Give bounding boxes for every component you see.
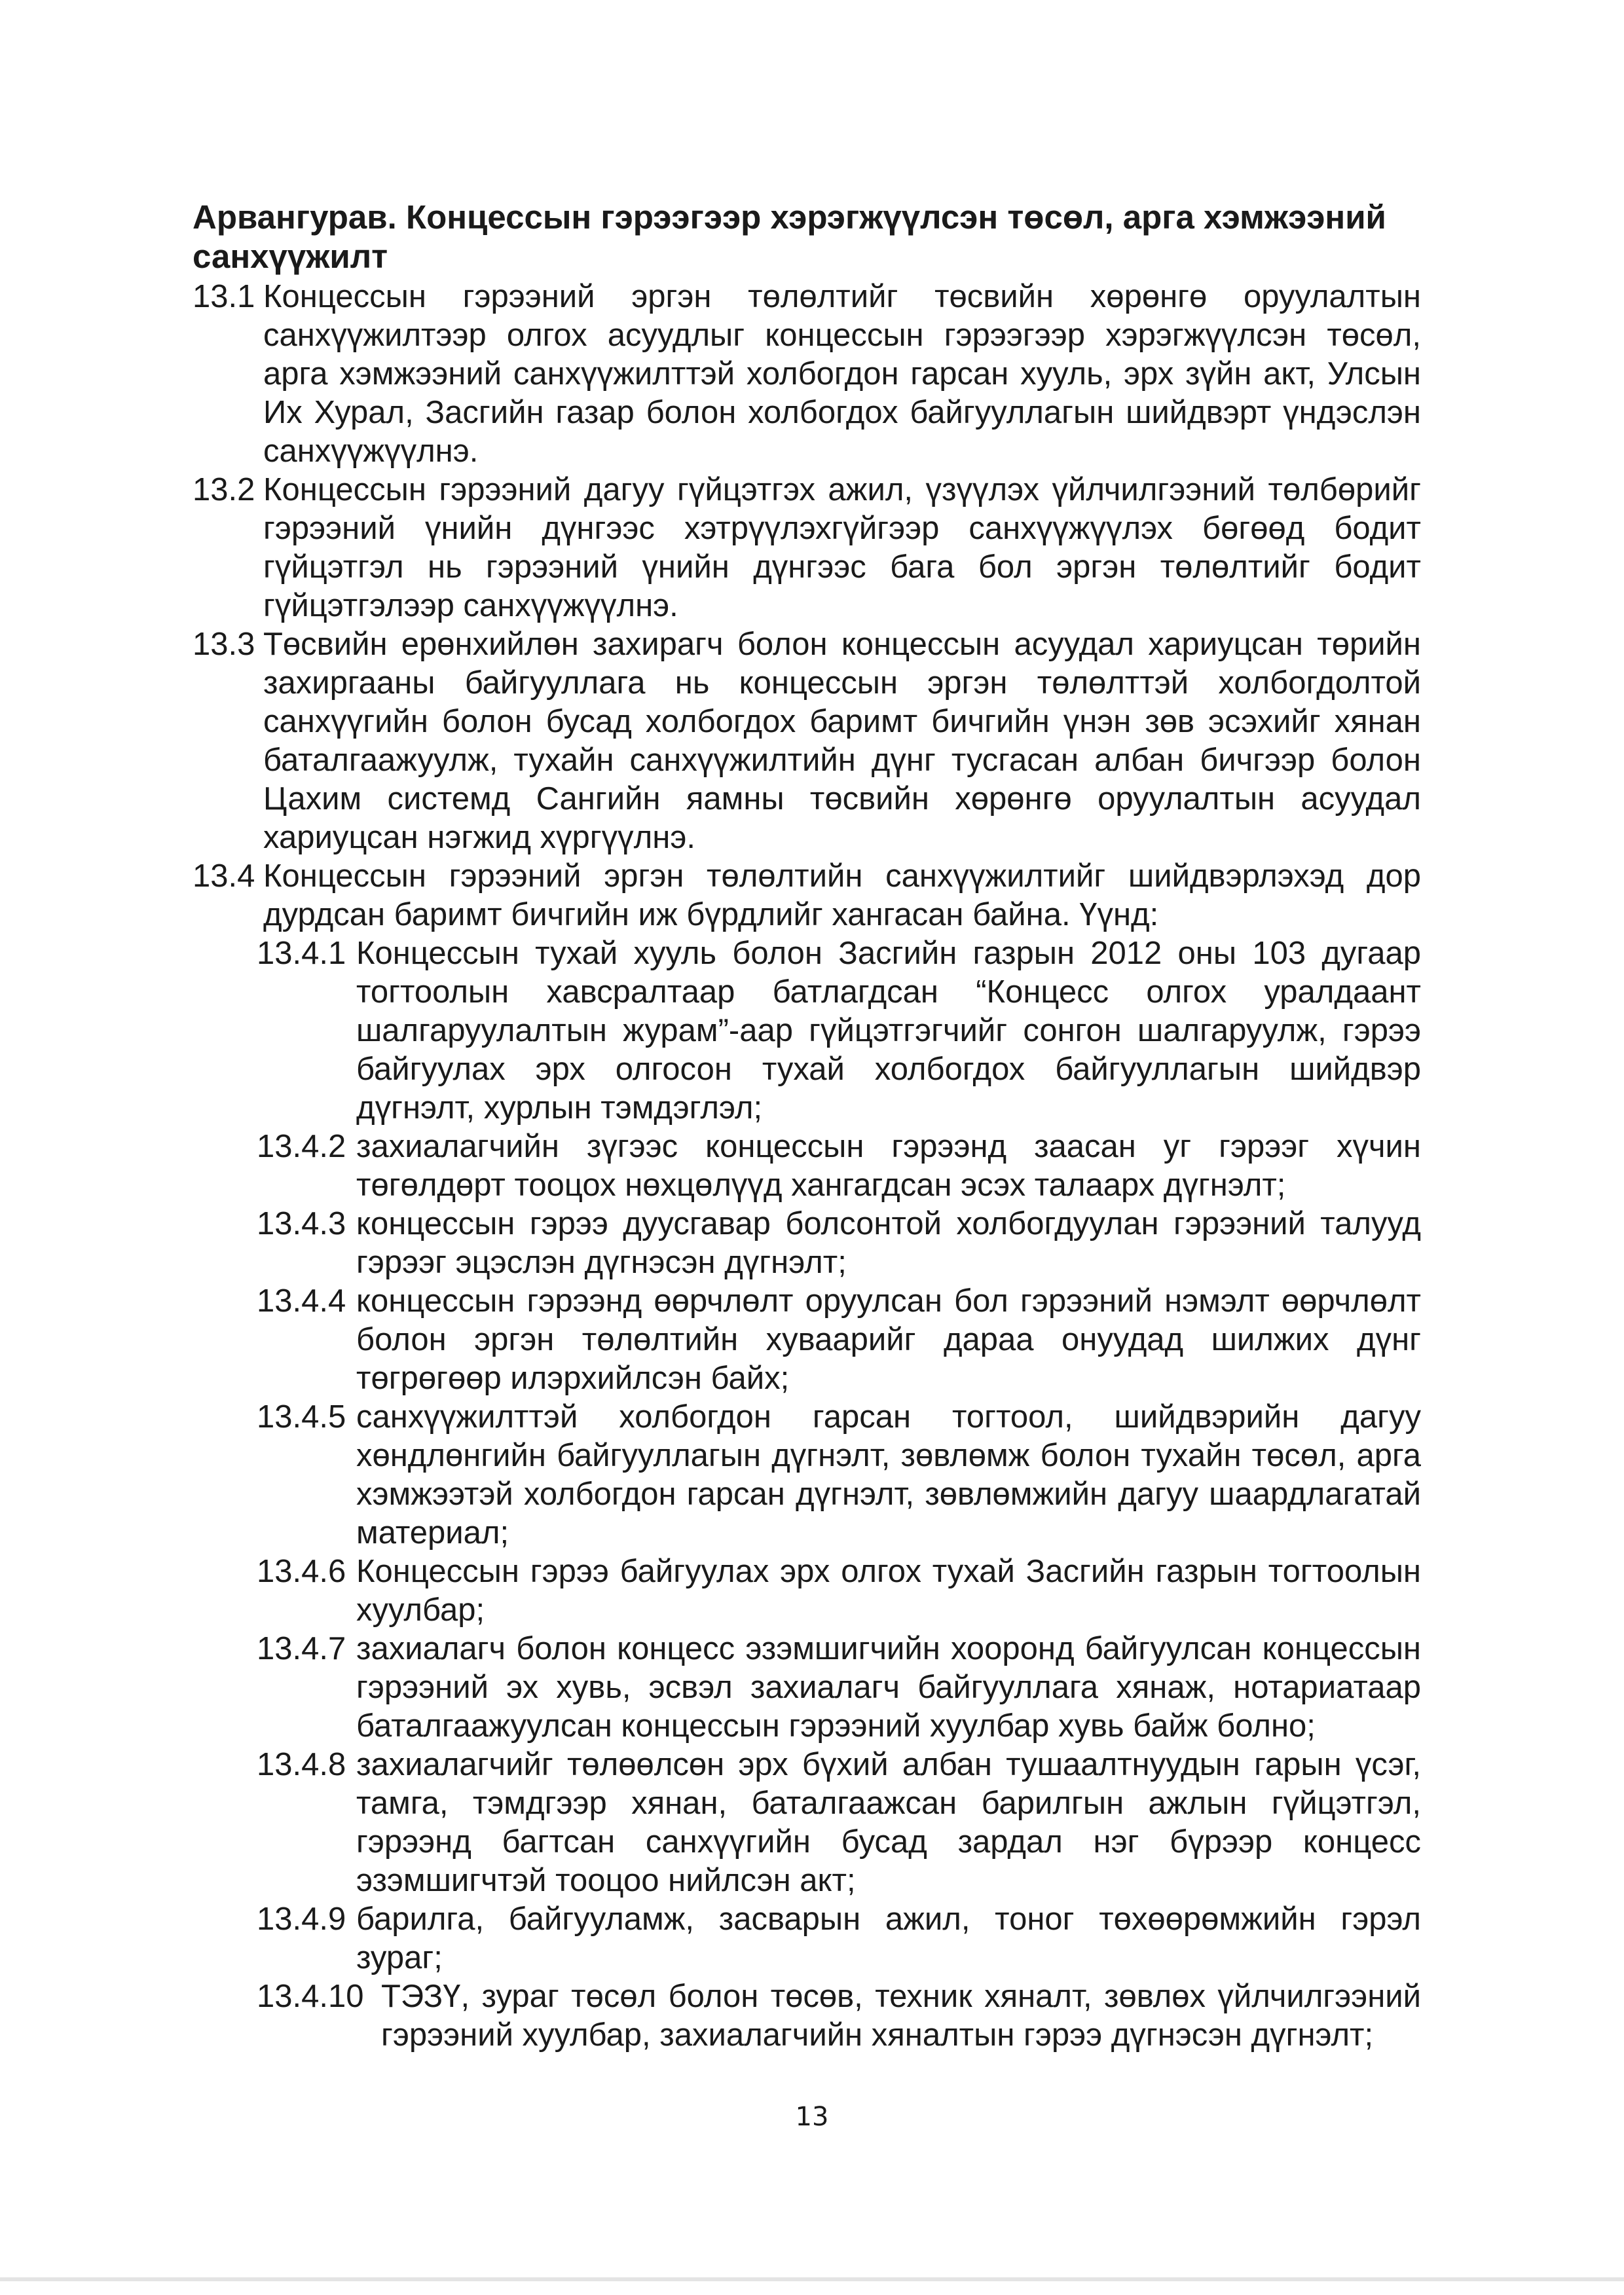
section-text: Концессын гэрээний эргэн төлөлтийг төсвийн хөрөнгө оруулалтын санхүүжилтээр олгох асуудлыг концессын гэрээгээр хэрэгжүүлсэн төсөл, арга хэмжээний санхүүжилттэй холбогдон гарсан хууль, эрх зүйн акт, Улсын Их Хурал, Засгийн газар болон холбогдох байгууллагын шийдвэрт үндэслэн санхүүжүүлнэ. bbox=[263, 279, 1421, 469]
section-text: Концессын гэрээний эргэн төлөлтийн санхүүжилтийг шийдвэрлэхэд дор дурдсан баримт бичгийн иж бүрдлийг хангасан байна. Үүнд: bbox=[263, 858, 1421, 932]
subsection-number: 13.4.2 bbox=[257, 1129, 346, 1164]
subsection-13-4-5 bbox=[257, 1398, 1421, 1552]
subsection-number: 13.4.3 bbox=[257, 1206, 346, 1241]
subsection-number: 13.4.10 bbox=[257, 1979, 364, 2014]
subsection-13-4-6 bbox=[257, 1552, 1421, 1630]
subsection-13-4-1 bbox=[257, 934, 1421, 1128]
page-number: 13 bbox=[795, 2102, 829, 2132]
subsection-number: 13.4.5 bbox=[257, 1399, 346, 1435]
section-number: 13.1 bbox=[193, 279, 255, 314]
section-number: 13.4 bbox=[193, 858, 255, 894]
subsection-number: 13.4.7 bbox=[257, 1631, 346, 1666]
page-content bbox=[193, 198, 1421, 2055]
subsection-text: концессын гэрээ дуусгавар болсонтой холбогдуулан гэрээний талууд гэрээг эцэслэн дүгнэсэн дүгнэлт; bbox=[356, 1206, 1421, 1280]
subsection-13-4-3 bbox=[257, 1205, 1421, 1282]
subsection-number: 13.4.6 bbox=[257, 1554, 346, 1589]
section-13-1 bbox=[193, 278, 1421, 471]
subsection-number: 13.4.9 bbox=[257, 1901, 346, 1937]
subsection-number: 13.4.1 bbox=[257, 936, 346, 971]
subsection-13-4-9 bbox=[257, 1900, 1421, 1977]
subsection-number: 13.4.8 bbox=[257, 1747, 346, 1782]
subsection-text: Концессын гэрээ байгуулах эрх олгох тухай Засгийн газрын тогтоолын хуулбар; bbox=[356, 1554, 1421, 1628]
subsection-13-4-4 bbox=[257, 1282, 1421, 1398]
section-text: Концессын гэрээний дагуу гүйцэтгэх ажил, үзүүлэх үйлчилгээний төлбөрийг гэрээний үнийн дүнгээс хэтрүүлэхгүйгээр санхүүжүүлэх бөгөөд бодит гүйцэтгэл нь гэрээний үнийн дүнгээс бага бол эргэн төлөлтийг бодит гүйцэтгэлээр санхүүжүүлнэ. bbox=[263, 472, 1421, 623]
section-13-4 bbox=[193, 857, 1421, 934]
subsection-text: Концессын тухай хууль болон Засгийн газрын 2012 оны 103 дугаар тогтоолын хавсралтаар батлагдсан “Концесс олгох уралдаант шалгаруулалтын журам”-аар гүйцэтгэгчийг сонгон шалгаруулж, гэрээ байгуулах эрх олгосон тухай холбогдох байгууллагын шийдвэр дүгнэлт, хурлын тэмдэглэл; bbox=[356, 936, 1421, 1126]
subsection-text: барилга, байгууламж, засварын ажил, тоног төхөөрөмжийн гэрэл зураг; bbox=[356, 1901, 1421, 1975]
subsection-13-4-2 bbox=[257, 1128, 1421, 1205]
subsection-number: 13.4.4 bbox=[257, 1283, 346, 1319]
section-text: Төсвийн ерөнхийлөн захирагч болон концессын асуудал хариуцсан төрийн захиргааны байгууллага нь концессын эргэн төлөлттэй холбогдолтой санхүүгийн болон бусад холбогдох баримт бичгийн үнэн зөв эсэхийг хянан баталгаажуулж, тухайн санхүүжилтийн дүнг тусгасан албан бичгээр болон Цахим системд Сангийн яамны төсвийн хөрөнгө оруулалтын асуудал хариуцсан нэгжид хүргүүлнэ. bbox=[263, 627, 1421, 855]
subsection-text: концессын гэрээнд өөрчлөлт оруулсан бол гэрээний нэмэлт өөрчлөлт болон эргэн төлөлтийн хуваарийг дараа онуудад шилжих дүнг төгрөгөөр илэрхийлсэн байх; bbox=[356, 1283, 1421, 1396]
subsection-text: ТЭЗҮ, зураг төсөл болон төсөв, техник хяналт, зөвлөх үйлчилгээний гэрээний хуулбар, захиалагчийн хяналтын гэрээ дүгнэсэн дүгнэлт; bbox=[381, 1979, 1421, 2053]
subsection-text: санхүүжилттэй холбогдон гарсан тогтоол, шийдвэрийн дагуу хөндлөнгийн байгууллагын дүгнэлт, зөвлөмж болон тухайн төсөл, арга хэмжээтэй холбогдон гарсан дүгнэлт, зөвлөмжийн дагуу шаардлагатай материал; bbox=[356, 1399, 1421, 1551]
subsection-13-4-8 bbox=[257, 1746, 1421, 1900]
scan-bottom-edge bbox=[0, 2277, 1624, 2281]
subsection-13-4-7 bbox=[257, 1630, 1421, 1746]
subsection-text: захиалагч болон концесс эзэмшигчийн хооронд байгуулсан концессын гэрээний эх хувь, эсвэл захиалагч байгууллага хянаж, нотариатаар баталгаажуулсан концессын гэрээний хуулбар хувь байж болно; bbox=[356, 1631, 1421, 1744]
section-13-2 bbox=[193, 471, 1421, 625]
subsection-text: захиалагчийн зүгээс концессын гэрээнд заасан уг гэрээг хүчин төгөлдөрт тооцох нөхцөлүүд хангагдсан эсэх талаарх дүгнэлт; bbox=[356, 1129, 1421, 1203]
subsection-13-4-10 bbox=[257, 1977, 1421, 2055]
subsection-text: захиалагчийг төлөөлсөн эрх бүхий албан тушаалтнуудын гарын үсэг, тамга, тэмдгээр хянан, баталгаажсан барилгын ажлын гүйцэтгэл, гэрээнд багтсан санхүүгийн бусад зардал нэг бүрээр концесс эзэмшигчтэй тооцоо нийлсэн акт; bbox=[356, 1747, 1421, 1898]
section-13-3 bbox=[193, 625, 1421, 857]
section-number: 13.3 bbox=[193, 627, 255, 662]
chapter-title: Арвангурав. Концессын гэрээгээр хэрэгжүүлсэн төсөл, арга хэмжээний санхүүжилт bbox=[193, 198, 1386, 275]
section-number: 13.2 bbox=[193, 472, 255, 507]
